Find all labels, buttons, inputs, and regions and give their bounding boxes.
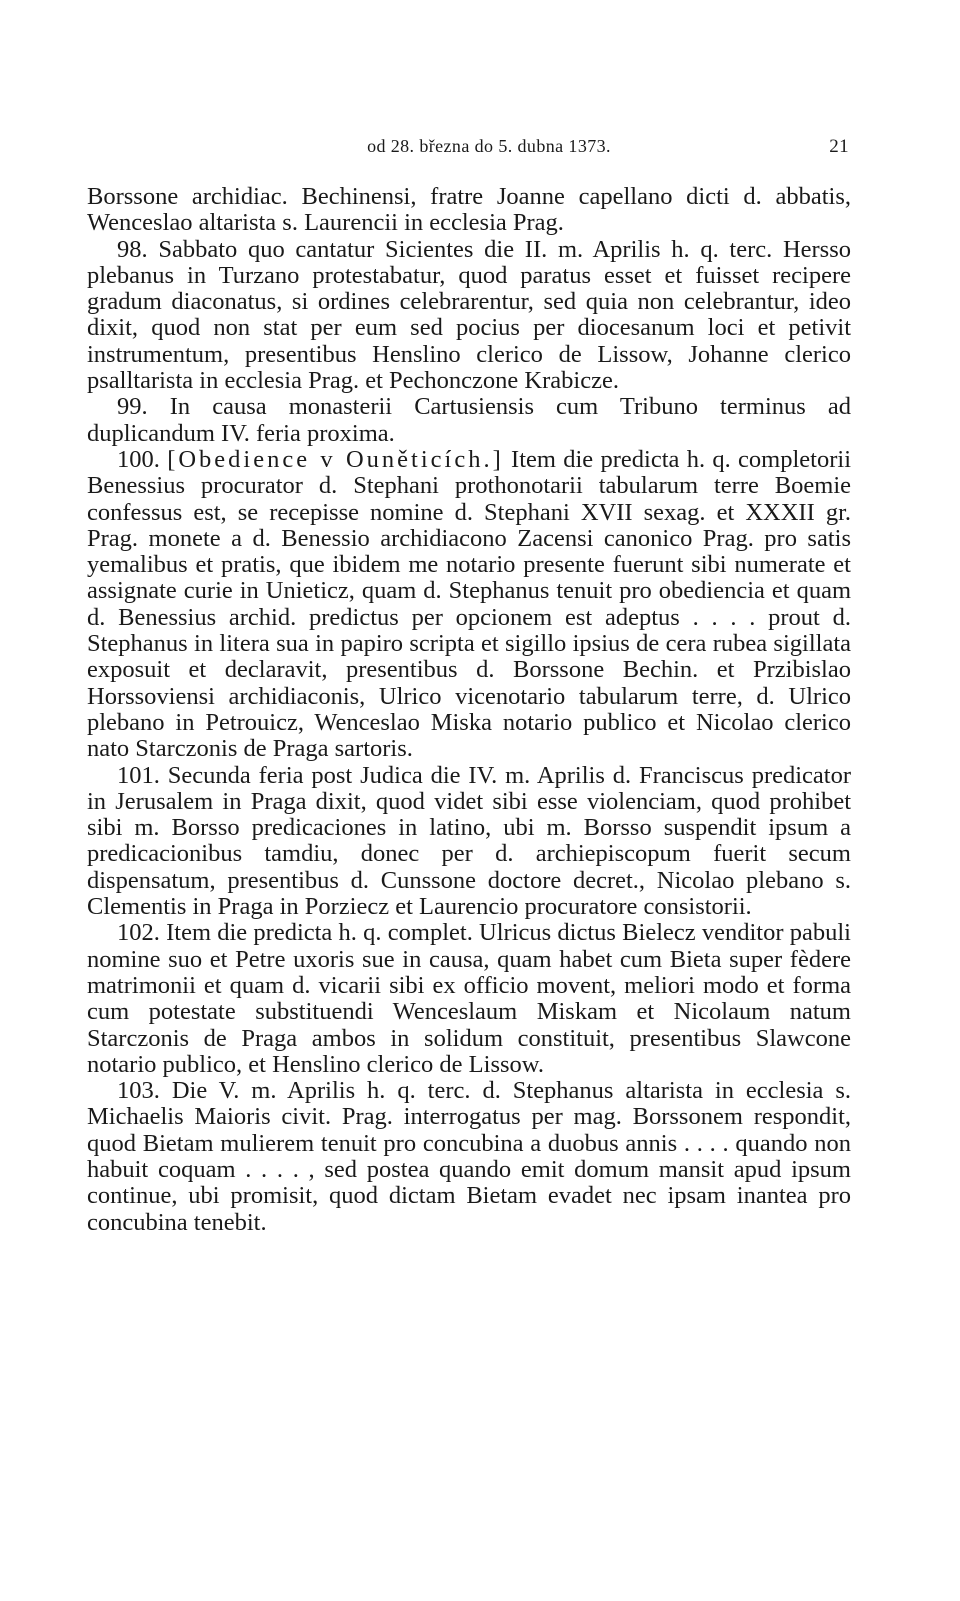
entry-heading: [Obedience v Ouněticích.]: [167, 445, 504, 473]
entry-101: 101. Secunda feria post Judica die IV. m. Aprilis d. Franciscus predicator in Jerusalem in Praga dixit, quod videt sibi esse violenciam, quod prohibet sibi m. Borsso predicaciones in latino, ubi m. Borsso suspendit ipsum a predicacionibus tamdiu, donec per d. archiepiscopum fuerit secum dispensatum, presentibus d. Cunssone doctore decret., Nicolao plebano s. Clementis in Praga in Porziecz et Laurencio procuratore consistorii.: [87, 761, 851, 921]
entry-100: [87, 447, 851, 763]
page: [87, 128, 851, 1236]
paragraph-continuation: Borssone archidiac. Bechinensi, fratre Joanne capellano dicti d. abbatis, Wenceslao altarista s. Laurencii in ecclesia Prag.: [87, 183, 851, 237]
entry-98: 98. Sabbato quo cantatur Sicientes die II. m. Aprilis h. q. terc. Hersso plebanus in Turzano protestabatur, quod paratus esset et fuisset recipere gradum diaconatus, si ordines celebrarentur, sed quia non celebrantur, ideo dixit, quod non stat per eum sed pocius per diocesanum loci et petivit instrumentum, presentibus Henslino clerico de Lissow, Johanne clerico psalltarista in ecclesia Prag. et Pechonczone Krabicze.: [87, 235, 851, 395]
entry-text: Item die predicta h. q. completorii Benessius procurator d. Stephani prothonotarii tabularum terre Boemie confessus est, se recepisse nomine d. Stephani XVII sexag. et XXXII gr. Prag. monete a d. Benessio archidiacono Zacensi canonico Prag. pro satis yemalibus et pratis, que ibidem me notario presente fuerunt sibi numerate et assignate curie in Unieticz, quam d. Stephanus tenuit pro obediencia et quam d. Benessius archid. predictus per opcionem est adeptus . . . . prout d. Stephanus in litera sua in papiro scripta et sigillo ipsius de cera rubea sigillata exposuit et declaravit, presentibus d. Borssone Bechin. et Przibislao Horssoviensi archidiaconis, Ulrico vicenotario tabularum terre, d. Ulrico plebano in Petrouicz, Wenceslao Miska notario publico et Nicolao clerico nato Starczonis de Praga sartoris.: [87, 445, 851, 763]
entry-number: 100.: [117, 445, 160, 473]
entry-102: 102. Item die predicta h. q. complet. Ulricus dictus Bielecz venditor pabuli nomine suo et Petre uxoris sue in causa, quam habet cum Bieta super fèdere matrimonii et quam d. vicarii sibi ex officio movent, meliori modo et forma cum potestate substituendi Wenceslaum Miskam et Nicolaum natum Starczonis de Praga ambos in solidum constituit, presentibus Slawcone notario publico, et Henslino clerico de Lissow.: [87, 919, 851, 1078]
entry-103: 103. Die V. m. Aprilis h. q. terc. d. Stephanus altarista in ecclesia s. Michaelis Maioris civit. Prag. interrogatus per mag. Borssonem respondit, quod Bietam mulierem tenuit pro concubina a duobus annis . . . . quando non habuit coquam . . . . , sed postea quando emit domum mansit apud ipsum continue, ubi promisit, quod dictam Bietam evadet nec ipsam inantea pro concubina tenebit.: [87, 1077, 851, 1236]
page-number: 21: [829, 136, 849, 157]
entry-99: 99. In causa monasterii Cartusiensis cum Tribuno terminus ad duplicandum IV. feria proxima.: [87, 393, 851, 447]
body-text: [87, 184, 851, 1236]
header-title: od 28. března do 5. dubna 1373.: [367, 136, 611, 156]
running-header: [87, 128, 851, 168]
